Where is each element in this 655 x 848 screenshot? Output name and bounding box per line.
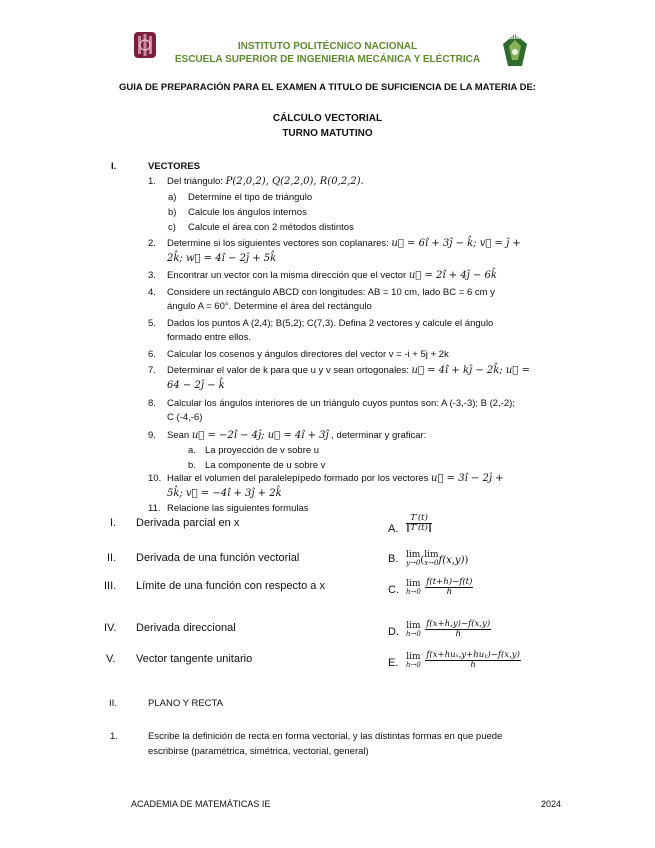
q10-text bbox=[167, 473, 504, 485]
q1-label: Del triángulo: bbox=[167, 176, 226, 187]
q7-number: 7. bbox=[148, 365, 156, 376]
relate-left-4-text: Derivada direccional bbox=[136, 622, 236, 634]
formula-c bbox=[406, 578, 473, 597]
institution-name: INSTITUTO POLITÉCNICO NACIONAL bbox=[237, 41, 418, 52]
formula-b-expr: f(x,y) bbox=[438, 555, 465, 566]
footer-year: 2024 bbox=[541, 799, 562, 809]
formula-c-numerator: f(t+h)−f(t) bbox=[426, 577, 473, 587]
formula-d-numerator: f(x+h,y)−f(x,y) bbox=[426, 619, 491, 629]
q1b-letter: b) bbox=[168, 207, 177, 218]
formula-d-lim: lim bbox=[406, 620, 421, 631]
q6-text: Calcular los cosenos y ángulos directores del vector v = -i + 5j + 2k bbox=[167, 349, 449, 360]
q1c-text: Calcule el área con 2 métodos distintos bbox=[188, 222, 354, 233]
q5-line1: Dados los puntos A (2,4); B(5,2); C(7,3). Defina 2 vectores y calcule el ángulo bbox=[167, 318, 494, 329]
q7-text bbox=[167, 365, 530, 377]
formula-c-lim: lim bbox=[406, 578, 421, 589]
formula-e bbox=[406, 651, 521, 670]
relate-left-3-num: III. bbox=[104, 580, 117, 592]
esime-logo-text: ESIME bbox=[505, 35, 525, 41]
relate-left-1-num: I. bbox=[110, 517, 117, 529]
relate-letter-d: D. bbox=[388, 626, 399, 638]
q3-number: 3. bbox=[148, 270, 156, 281]
relate-left-5-num: V. bbox=[106, 653, 116, 665]
formula-e-lim: lim bbox=[406, 651, 421, 662]
q2-label: Determine si los siguientes vectores son coplanares: bbox=[167, 238, 392, 249]
formula-d-sub: h→0 bbox=[406, 629, 421, 638]
q8-line1: Calcular los ángulos interiores de un triángulo cuyos puntos son: A (-3,-3); B (2,-2); bbox=[167, 398, 515, 409]
q9-math: u⃗ = −2î − 4ĵ; u⃗ = 4î + 3ĵ bbox=[191, 430, 329, 441]
relate-left-3-text: Límite de una función con respecto a x bbox=[136, 580, 325, 592]
relate-letter-e: E. bbox=[388, 657, 399, 669]
footer-academy: ACADEMIA DE MATEMÁTICAS IE bbox=[131, 799, 271, 809]
formula-c-sub: h→0 bbox=[406, 587, 421, 596]
q1b-text: Calcule los ángulos internos bbox=[188, 207, 307, 218]
q2-math1: u⃗ = 6î + 3ĵ − k̂; v⃗ = ĵ + bbox=[391, 238, 521, 249]
q3-math: u⃗ = 2î + 4ĵ − 6k̂ bbox=[408, 270, 497, 281]
formula-a-denominator: ‖T′(t)‖ bbox=[406, 523, 433, 533]
q10-number: 10. bbox=[148, 473, 162, 484]
q11-text: Relacione las siguientes formulas bbox=[167, 503, 309, 514]
s2-q1-line1: Escribe la definición de recta en forma vectorial, y las distintas formas en que puede bbox=[148, 731, 503, 742]
section2-numeral: II. bbox=[109, 698, 117, 709]
q1-math: P(2,0,2), Q(2,2,0), R(0,2,2). bbox=[225, 176, 364, 187]
q9-label: Sean bbox=[167, 430, 192, 441]
q1a-letter: a) bbox=[168, 192, 177, 203]
formula-b-sub2: x→0 bbox=[424, 558, 439, 567]
q1-number: 1. bbox=[148, 176, 156, 187]
relate-left-5-text: Vector tangente unitario bbox=[136, 653, 253, 665]
s2-q1-number: 1. bbox=[110, 731, 118, 742]
section2-title: PLANO Y RECTA bbox=[148, 698, 223, 709]
q9b-text: La componente de u sobre v bbox=[205, 460, 326, 471]
q5-number: 5. bbox=[148, 318, 156, 329]
section1-title: VECTORES bbox=[148, 161, 201, 172]
relate-left-1-text: Derivada parcial en x bbox=[136, 517, 240, 529]
q3-text bbox=[167, 270, 497, 282]
formula-b-sub1: y→0 bbox=[406, 558, 421, 567]
q7-math1: u⃗ = 4î + kĵ − 2k̂; u⃗ = bbox=[411, 365, 530, 376]
q6-number: 6. bbox=[148, 349, 156, 360]
q10-math1: u⃗ = 3î − 2ĵ + bbox=[431, 473, 504, 484]
formula-c-denominator: h bbox=[446, 587, 453, 597]
q10-label: Hallar el volumen del paralelepípedo formado por los vectores bbox=[167, 473, 432, 484]
q2-text bbox=[167, 238, 521, 250]
q1-text bbox=[167, 176, 364, 188]
q7-math2: 64 − 2ĵ − k̂ bbox=[167, 380, 225, 391]
formula-d bbox=[406, 620, 491, 639]
formula-b: lim y→0 (lim x→0 f(x,y)) bbox=[406, 549, 469, 567]
guide-title: GUIA DE PREPARACIÓN PARA EL EXAMEN A TITULO DE SUFICIENCIA DE LA MATERIA DE: bbox=[119, 82, 536, 93]
q9a-letter: a. bbox=[188, 445, 196, 456]
section1-numeral: I. bbox=[111, 161, 117, 172]
formula-b-lim2: lim bbox=[424, 549, 439, 560]
q4-number: 4. bbox=[148, 287, 156, 298]
q9-text bbox=[167, 430, 426, 442]
q4-line1: Considere un rectángulo ABCD con longitudes: AB = 10 cm, lado BC = 6 cm y bbox=[167, 287, 495, 298]
q8-number: 8. bbox=[148, 398, 156, 409]
relate-left-2-text: Derivada de una función vectorial bbox=[136, 552, 300, 564]
formula-e-denominator: h bbox=[470, 660, 476, 670]
q9b-letter: b. bbox=[188, 460, 196, 471]
formula-e-numerator: f(x+huₓ,y+huᵧ)−f(x,y) bbox=[426, 650, 520, 660]
relate-letter-b: B. bbox=[388, 553, 399, 565]
q9-label-end: , determinar y graficar: bbox=[328, 430, 427, 441]
q9a-text: La proyección de v sobre u bbox=[205, 445, 320, 456]
q11-number: 11. bbox=[148, 503, 161, 514]
q1c-letter: c) bbox=[168, 222, 176, 233]
q1a-text: Determine el tipo de triángulo bbox=[188, 192, 313, 203]
q9-number: 9. bbox=[148, 430, 156, 441]
q8-line2: C (-4,-6) bbox=[167, 412, 203, 423]
school-name: ESCUELA SUPERIOR DE INGENIERIA MECÁNICA Y ELÉCTRICA bbox=[174, 54, 481, 65]
formula-a bbox=[406, 514, 432, 533]
q3-label: Encontrar un vector con la misma dirección que el vector bbox=[167, 270, 409, 281]
q2-number: 2. bbox=[148, 238, 156, 249]
relate-letter-a: A. bbox=[388, 523, 399, 535]
relate-left-4-num: IV. bbox=[104, 622, 117, 634]
relate-left-2-num: II. bbox=[107, 552, 117, 564]
formula-a-numerator: T′(t) bbox=[406, 514, 432, 524]
q4-line2: ángulo A = 60°. Determine el área del rectángulo bbox=[167, 301, 372, 312]
q2-math2: 2k̂; w⃗ = 4î − 2ĵ + 5k̂ bbox=[167, 253, 277, 264]
formula-b-lim: lim bbox=[406, 549, 421, 560]
q5-line2: formado entre ellos. bbox=[167, 332, 251, 343]
formula-d-denominator: h bbox=[455, 629, 461, 639]
q10-math2: 5k̂; v⃗ = −4î + 3ĵ + 2k̂ bbox=[167, 488, 282, 499]
formula-e-sub: h→0 bbox=[406, 660, 421, 669]
shift-title: TURNO MATUTINO bbox=[282, 128, 373, 139]
s2-q1-line2: escribirse (paramétrica, simétrica, vectorial, general) bbox=[148, 746, 369, 757]
subject-title: CÁLCULO VECTORIAL bbox=[272, 113, 383, 124]
relate-letter-c: C. bbox=[388, 584, 399, 596]
q7-label: Determinar el valor de k para que u y v sean ortogonales: bbox=[167, 365, 412, 376]
